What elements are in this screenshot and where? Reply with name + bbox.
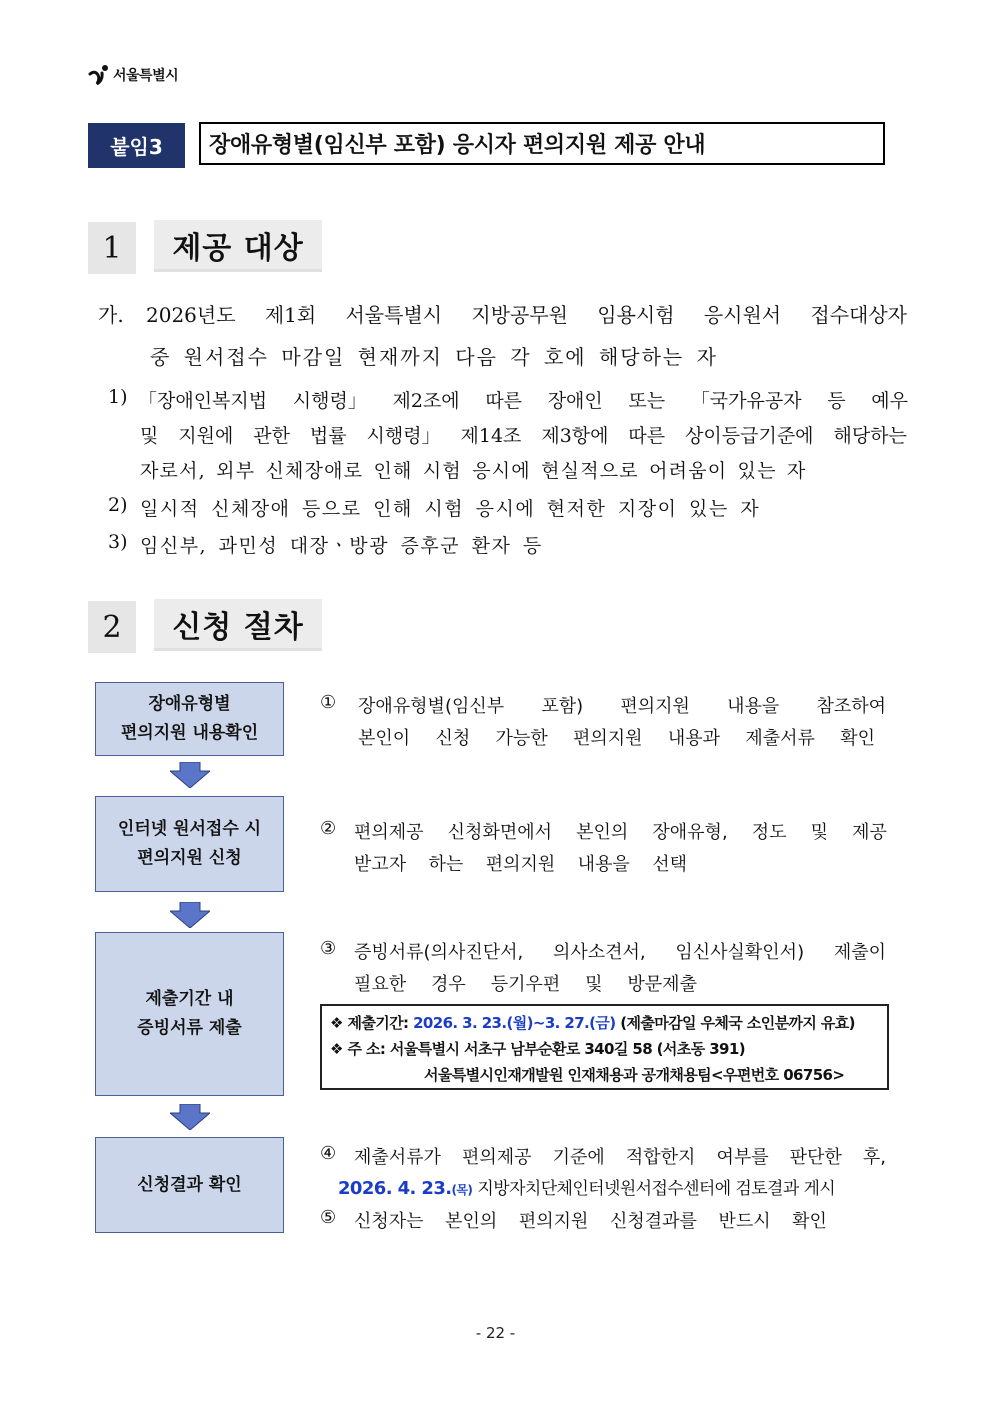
word: 상이등급기준에 (685, 425, 814, 447)
word: 관한 (253, 425, 290, 447)
word: 및 (585, 974, 603, 995)
word: 제출서류 (745, 728, 815, 749)
word: 내용과 (667, 728, 721, 749)
word: 여부를 (716, 1147, 769, 1168)
section-2-number: 2 (88, 601, 136, 653)
submission-notice-box (320, 1004, 889, 1090)
step-2-marker: ② (320, 818, 337, 839)
word: 가능한 (495, 728, 548, 749)
word: 시행령」 (366, 425, 441, 447)
step-1-desc-line2 (358, 724, 875, 750)
word: 편의제공 (462, 1147, 532, 1168)
word: 확인 (840, 728, 875, 749)
word: 의사소견서, (552, 942, 646, 963)
sub-item-1-marker: 1) (108, 386, 128, 408)
step-5-marker: ⑤ (320, 1207, 337, 1228)
word: 제14조 (460, 425, 522, 447)
sub-item-3-marker: 3) (108, 531, 128, 553)
word: 참조하여 (816, 696, 886, 717)
notice-address-line1: 서울특별시 서초구 남부순환로 340길 58 (서초동 391) (389, 1040, 745, 1058)
word: 포함) (541, 696, 584, 717)
word: 제출서류가 (354, 1147, 441, 1168)
word: 해당하는 (833, 425, 907, 447)
result-date-day: (목) (451, 1183, 473, 1197)
word: 본인의 (445, 1211, 498, 1232)
down-arrow-icon (170, 762, 210, 788)
word: 예우 (871, 390, 908, 412)
attachment-title: 장애유형별(임신부 포함) 응시자 편의지원 제공 안내 (199, 122, 885, 165)
word: 제1회 (264, 303, 317, 327)
word: 서울특별시 (345, 303, 443, 327)
flow-step-2-line1: 인터넷 원서접수 시 (117, 819, 262, 839)
step-3-desc-line2 (354, 970, 697, 996)
word: 장애유형별(임신부 (358, 696, 505, 717)
item-ga-line2: 중 원서접수 마감일 현재까지 다음 각 호에 해당하는 자 (150, 345, 718, 369)
word: 및 (810, 822, 829, 843)
result-date: 2026. 4. 23. (338, 1178, 452, 1199)
down-arrow-icon (170, 1104, 210, 1130)
word: 따른 (485, 390, 523, 412)
step-3-desc-line1 (354, 938, 886, 964)
word: 「장애인복지법 (138, 390, 268, 412)
step-4-desc-line1 (354, 1143, 886, 1169)
step-1-marker: ① (320, 692, 337, 713)
flow-step-3-line2: 증빙서류 제출 (137, 1018, 242, 1038)
step-2-desc-line2 (354, 850, 687, 876)
flow-step-3-box (95, 932, 284, 1096)
word: 편의지원 (485, 854, 556, 875)
word: 법률 (309, 425, 347, 447)
word: 접수대상자 (810, 303, 907, 327)
flow-step-2-box (95, 796, 284, 892)
seoul-logo (88, 64, 178, 86)
notice-period-row (330, 1012, 855, 1033)
word: 필요한 (354, 974, 407, 995)
word: 선택 (652, 854, 687, 875)
word: 편의지원 (573, 728, 643, 749)
word: 확인 (792, 1211, 827, 1232)
word: 2026년도 (146, 303, 236, 327)
word: 따른 (628, 425, 666, 447)
result-posting-text: 지방자치단체인터넷원서접수센터에 검토결과 게시 (477, 1179, 836, 1199)
word: 응시원서 (703, 303, 782, 327)
word: 편의제공 (354, 822, 424, 843)
word: 지원에 (178, 425, 234, 447)
flow-step-3-line1: 제출기간 내 (145, 989, 234, 1009)
word: 지방공무원 (471, 303, 568, 327)
word: 내용을 (727, 696, 780, 717)
word: 제공 (852, 822, 887, 843)
word: 시행령」 (292, 390, 367, 412)
word: 편의지원 (620, 696, 690, 717)
word: 경우 (431, 974, 466, 995)
word: 제3항에 (541, 425, 609, 447)
notice-address-line2: 서울특별시인재개발원 인재채용과 공개채용팀<우편번호 06756> (424, 1066, 845, 1084)
sub-item-1-line3: 자로서, 외부 신체장애로 인해 시험 응시에 현실적으로 어려움이 있는 자 (140, 460, 807, 482)
item-ga-marker: 가. (98, 303, 124, 327)
word: 신청화면에서 (447, 822, 552, 843)
notice-period-note: (제출마감일 우체국 소인분까지 유효) (620, 1014, 855, 1032)
page-number: - 22 - (475, 1324, 516, 1342)
word: 임신사실확인서) (675, 942, 805, 963)
word: 후, (862, 1147, 886, 1168)
word: 편의지원 (518, 1211, 589, 1232)
word: 등 (827, 390, 846, 412)
sub-item-1-line1 (138, 386, 908, 413)
notice-address-label: ❖ 주 소: (330, 1040, 386, 1058)
word: 반드시 (718, 1211, 771, 1232)
flow-step-2-line2: 편의지원 신청 (137, 848, 242, 868)
sub-item-3-text: 임신부, 과민성 대장ㆍ방광 증후군 환자 등 (140, 535, 543, 557)
word: 제출이 (833, 942, 886, 963)
section-2-title: 신청 절차 (154, 599, 322, 651)
word: 증빙서류(의사진단서, (354, 942, 524, 963)
word: 장애유형, (652, 822, 728, 843)
word: 하는 (428, 854, 464, 875)
word: 방문제출 (627, 974, 697, 995)
word: 신청결과를 (609, 1211, 697, 1232)
attachment-badge: 붙임3 (88, 123, 185, 168)
word: 등기우편 (490, 974, 561, 995)
section-1-number: 1 (88, 222, 136, 274)
flow-step-1-line2: 편의지원 내용확인 (120, 723, 259, 743)
word: 및 (140, 425, 159, 447)
flow-step-4-line1: 신청결과 확인 (137, 1174, 242, 1195)
word: 제2조에 (392, 390, 460, 412)
word: 신청자는 (354, 1211, 424, 1232)
word: 신청 (435, 728, 471, 749)
sub-item-1-line2 (140, 421, 907, 448)
seoul-logo-icon (88, 64, 110, 86)
flow-step-1-box (95, 682, 284, 756)
logo-text: 서울특별시 (113, 68, 179, 84)
notice-period-value: 2026. 3. 23.(월)~3. 27.(금) (413, 1014, 616, 1032)
flow-step-4-box (95, 1137, 284, 1233)
word: 장애인 (547, 390, 603, 412)
step-3-marker: ③ (320, 938, 337, 959)
word: 본인의 (576, 822, 629, 843)
step-4-desc-line2 (338, 1174, 835, 1199)
word: 본인이 (358, 728, 411, 749)
word: 「국가유공자 (690, 390, 802, 412)
word: 임용시험 (597, 303, 675, 327)
flow-step-1-line1: 장애유형별 (148, 694, 231, 714)
word: 기준에 (552, 1147, 605, 1168)
word: 또는 (628, 390, 666, 412)
sub-item-2-text: 일시적 신체장애 등으로 인해 시험 응시에 현저한 지장이 있는 자 (140, 498, 761, 520)
notice-address-row (330, 1038, 745, 1059)
word: 판단한 (789, 1147, 842, 1168)
step-5-desc-line (354, 1207, 827, 1233)
step-4-marker: ④ (320, 1143, 337, 1164)
sub-item-2-marker: 2) (108, 494, 128, 516)
section-1-title: 제공 대상 (154, 220, 322, 272)
word: 내용을 (577, 854, 630, 875)
step-1-desc-line1 (358, 692, 886, 718)
word: 정도 (751, 822, 787, 843)
item-ga-line1 (146, 299, 907, 328)
notice-period-label: ❖ 제출기간: (330, 1014, 409, 1032)
word: 적합한지 (625, 1147, 696, 1168)
word: 받고자 (354, 854, 407, 875)
step-2-desc-line1 (354, 818, 887, 844)
down-arrow-icon (170, 902, 210, 928)
